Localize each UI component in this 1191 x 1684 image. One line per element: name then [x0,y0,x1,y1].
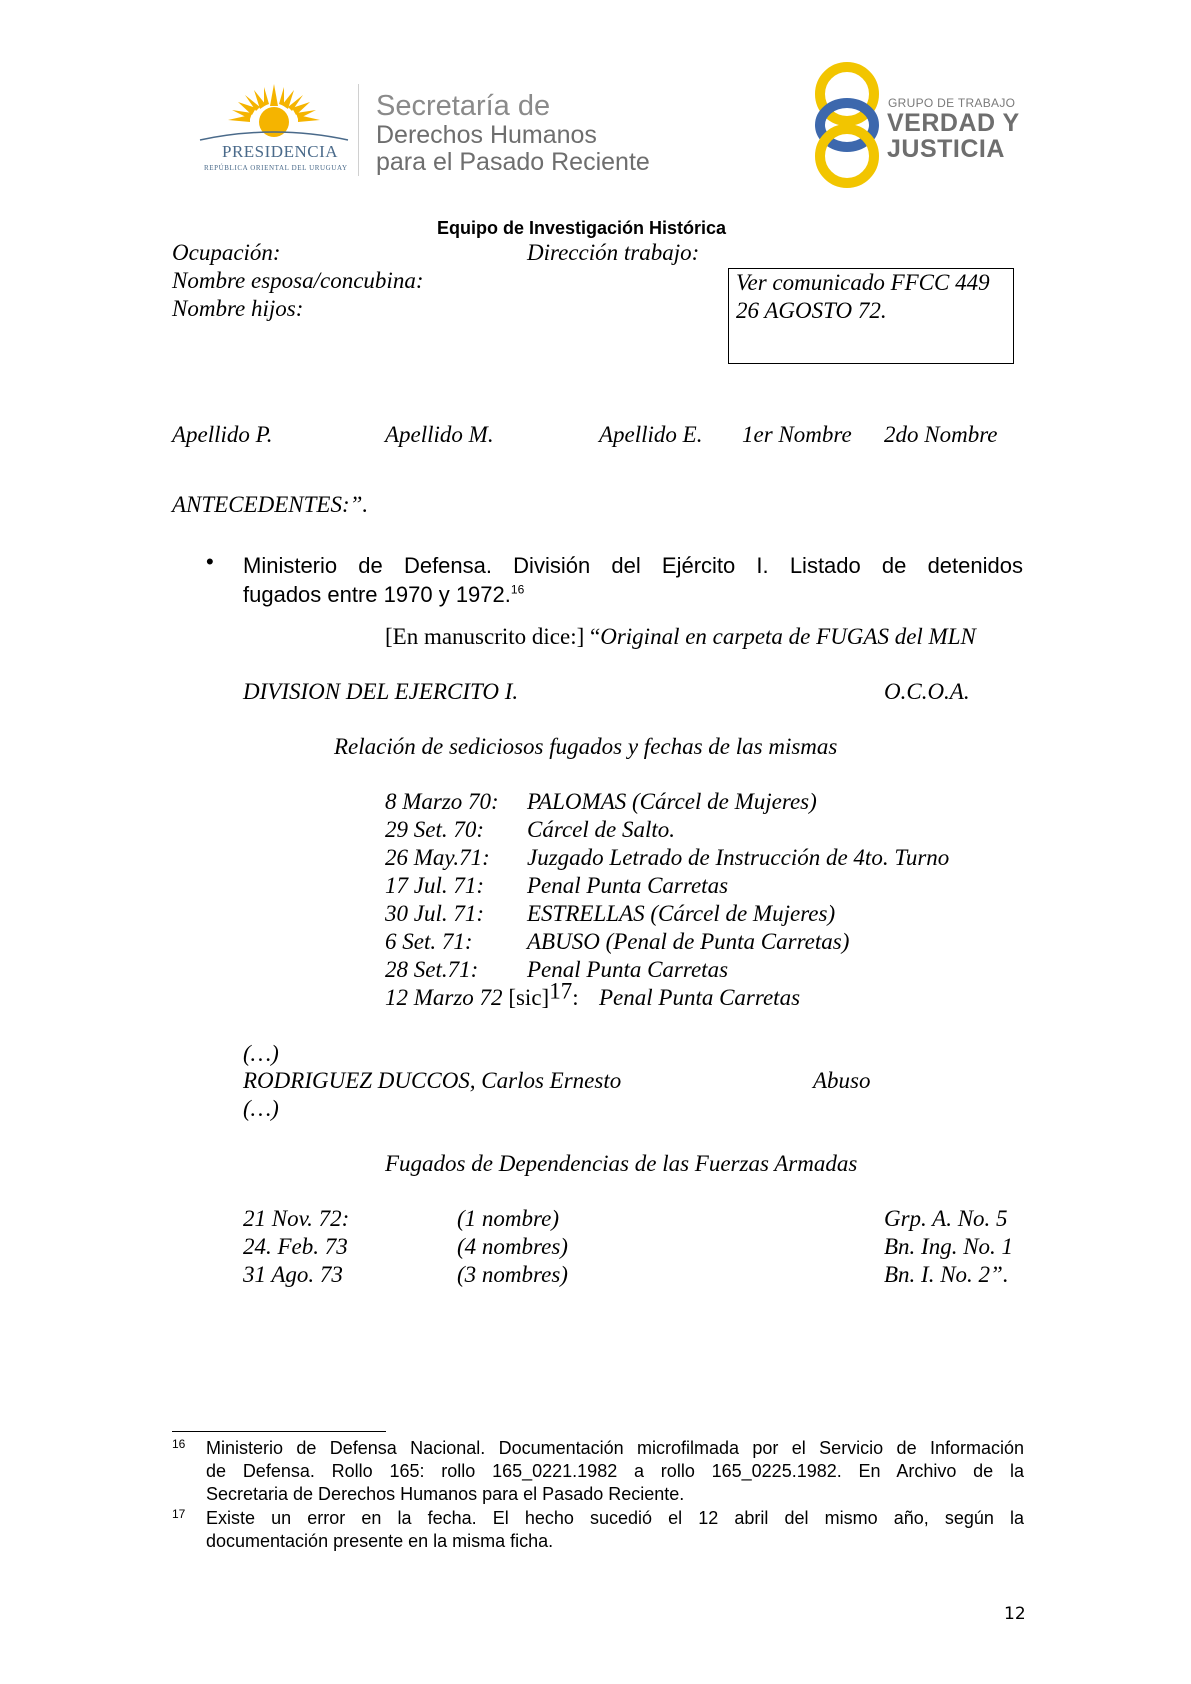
person-case: Abuso [813,1068,871,1093]
field-direccion: Dirección trabajo: [527,240,700,265]
relacion-title: Relación de sediciosos fugados y fechas de las mismas [334,734,838,759]
footnote-line: documentación presente en la misma ficha. [206,1531,554,1551]
bullet-paragraph [243,551,1023,609]
last-escape-colon: : [572,985,579,1010]
escape-place: PALOMAS (Cárcel de Mujeres) [527,789,817,814]
footnote-17 [172,1507,1024,1553]
table-row [243,1262,1023,1290]
footnote-body [206,1507,1024,1553]
list-item [385,817,675,845]
page-number: 12 [1004,1604,1026,1624]
escape-place: Juzgado Letrado de Instrucción de 4to. Turno [527,845,950,870]
presidencia-logo [198,82,350,174]
list-item [385,873,729,901]
table-row [243,1234,1023,1262]
list-item-last [385,978,801,1013]
escape-place: Penal Punta Carretas [527,873,729,898]
footnote-number: 16 [172,1437,186,1451]
fugado-unit: Bn. Ing. No. 1 [884,1234,1014,1259]
manuscript-line [385,624,976,650]
grupo-trabajo-logo [812,62,1022,188]
division-right: O.C.O.A. [884,679,970,704]
team-heading: Equipo de Investigación Histórica [437,218,727,238]
box-line1: Ver comunicado FFCC 449 [736,270,990,295]
manuscript-text: Original en carpeta de FUGAS del MLN [600,624,976,649]
escape-date: 26 May.71: [385,845,490,870]
fugado-count: (4 nombres) [457,1234,568,1259]
last-escape-sic: [sic] [502,985,550,1010]
linked-rings-icon [812,62,882,188]
escape-place: ABUSO (Penal de Punta Carretas) [527,929,850,954]
footnote-body [206,1437,1024,1506]
name-1er-nombre: 1er Nombre [742,422,852,447]
sun-emblem-icon [198,82,350,148]
fugado-date: 21 Nov. 72: [243,1206,350,1231]
escape-date: 8 Marzo 70: [385,789,499,814]
field-hijos: Nombre hijos: [172,296,304,321]
bullet-symbol: • [206,549,214,574]
person-name: RODRIGUEZ DUCCOS, Carlos Ernesto [243,1068,622,1093]
footnote-rule [172,1431,386,1432]
table-row [243,1206,1023,1234]
secretaria-line1: Secretaría de [376,90,551,122]
field-esposa: Nombre esposa/concubina: [172,268,424,293]
manuscript-prefix: [En manuscrito dice:] “ [385,624,601,649]
escape-date: 6 Set. 71: [385,929,473,954]
secretaria-title [376,90,650,176]
grupo-line2: VERDAD Y [887,109,1020,137]
escapes-list [385,789,950,1013]
footnote-line: de Defensa. Rollo 165: rollo 165_0221.1982 a rollo 165_0225.1982. En Archivo de la [206,1461,1024,1481]
presidencia-subtitle: REPÚBLICA ORIENTAL DEL URUGUAY [204,164,348,172]
fugado-unit: Grp. A. No. 5 [884,1206,1008,1231]
name-apellido-p: Apellido P. [172,422,273,447]
fugado-date: 31 Ago. 73 [243,1262,343,1287]
escape-date: 29 Set. 70: [385,817,485,842]
presidencia-word: PRESIDENCIA [222,142,339,161]
fugado-date: 24. Feb. 73 [243,1234,348,1259]
last-escape-place: Penal Punta Carretas [599,985,801,1010]
footnote-number: 17 [172,1507,186,1521]
bullet-line2 [243,580,1023,609]
fugados-table [243,1206,1023,1290]
escape-place: Cárcel de Salto. [527,817,675,842]
list-item [385,901,836,929]
escape-date: 28 Set.71: [385,957,479,982]
fugado-count: (1 nombre) [457,1206,559,1231]
secretaria-line3: para el Pasado Reciente [376,148,650,176]
header-divider [358,84,359,176]
secretaria-line2: Derechos Humanos [376,121,597,149]
name-2do-nombre: 2do Nombre [884,422,998,447]
bullet-line2-text: fugados entre 1970 y 1972. [243,582,511,607]
fugado-count: (3 nombres) [457,1262,568,1287]
field-ocupacion: Ocupación: [172,240,281,265]
fugado-unit: Bn. I. No. 2”. [884,1262,1009,1287]
fugados-title: Fugados de Dependencias de las Fuerzas Armadas [385,1151,858,1176]
ellipsis-top: (…) [243,1041,279,1066]
box-line2: 26 AGOSTO 72. [736,298,887,323]
name-apellido-m: Apellido M. [385,422,494,447]
list-item [385,929,850,957]
list-item [385,845,950,873]
footnote-ref-16: 16 [510,582,525,597]
antecedentes-label: ANTECEDENTES:”. [172,492,369,517]
communique-box [728,268,1014,364]
last-escape-date: 12 Marzo 72 [385,985,503,1010]
escape-date: 30 Jul. 71: [385,901,485,926]
grupo-line1: GRUPO DE TRABAJO [888,96,1016,110]
footnote-16 [172,1437,1024,1506]
grupo-line3: JUSTICIA [887,135,1005,163]
list-item [385,789,817,817]
footnote-line: Secretaria de Derechos Humanos para el Pasado Reciente. [206,1484,685,1504]
escape-place: ESTRELLAS (Cárcel de Mujeres) [527,901,836,926]
footnote-ref-17: 17 [549,978,573,1004]
name-apellido-e: Apellido E. [599,422,703,447]
footnote-line: Existe un error en la fecha. El hecho sucedió el 12 abril del mismo año, según la [206,1508,1024,1528]
escape-place: Penal Punta Carretas [527,957,729,982]
escape-date: 17 Jul. 71: [385,873,485,898]
footnote-line: Ministerio de Defensa Nacional. Documentación microfilmada por el Servicio de Información [206,1438,1024,1458]
division-left: DIVISION DEL EJERCITO I. [243,679,519,704]
bullet-line1: Ministerio de Defensa. División del Ejército I. Listado de detenidos [243,553,1023,578]
ellipsis-bottom: (…) [243,1096,279,1121]
